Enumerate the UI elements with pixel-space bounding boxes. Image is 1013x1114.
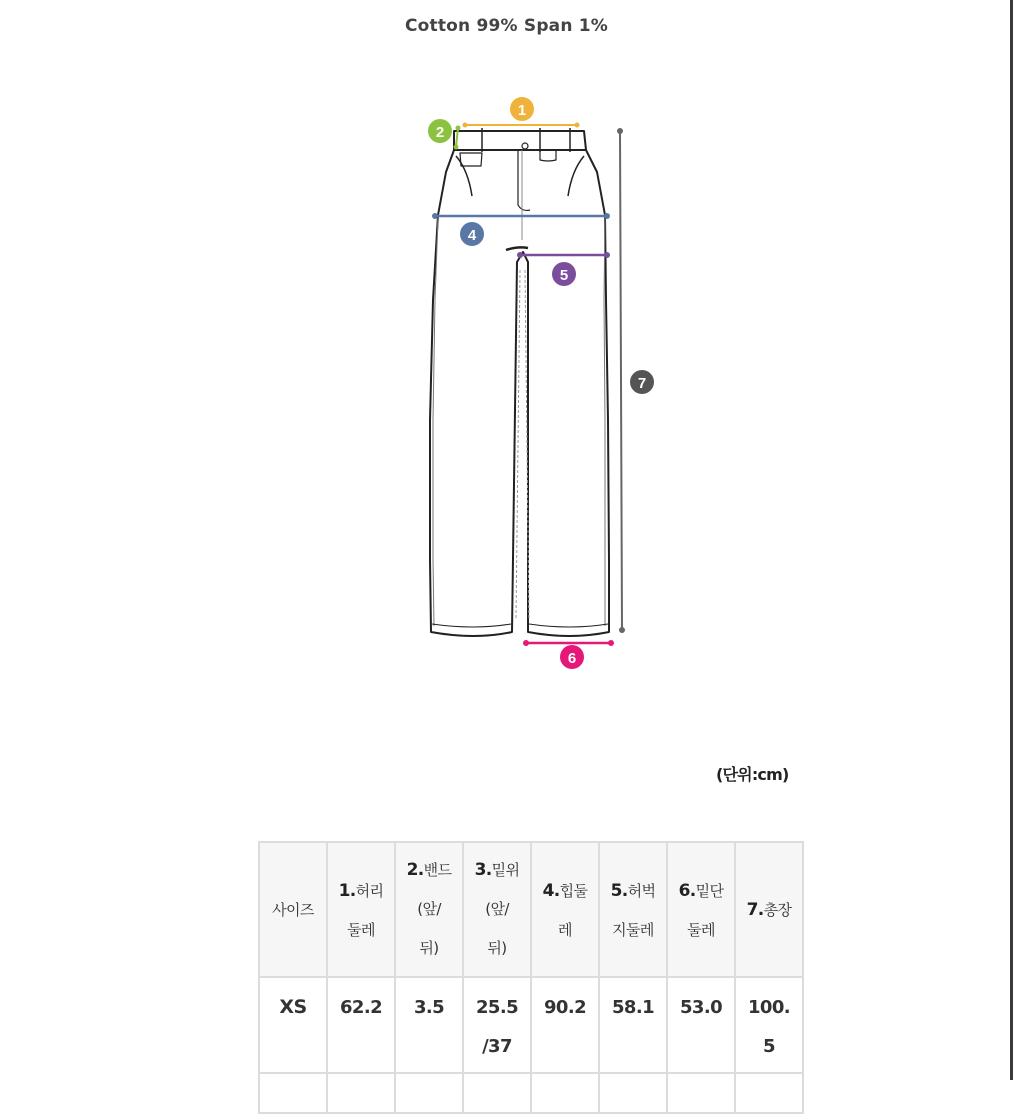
- header-number: 5.: [610, 880, 628, 901]
- header-number: 6.: [678, 880, 696, 901]
- svg-text:6: 6: [567, 650, 577, 667]
- size-table: [258, 841, 804, 1114]
- header-label: (앞/: [417, 900, 441, 918]
- cell-thigh: 58.1: [599, 977, 667, 1073]
- cell-empty: [463, 1073, 531, 1113]
- header-size: [259, 842, 327, 977]
- table-header-row: [259, 842, 803, 977]
- header-label: 밑위: [491, 861, 520, 879]
- header-label: (앞/: [485, 900, 509, 918]
- pants-outline: [430, 128, 609, 636]
- header-label: 둘레: [687, 920, 715, 939]
- header-label: 뒤): [419, 939, 439, 957]
- svg-text:1: 1: [517, 102, 527, 119]
- header-hip: [531, 842, 599, 977]
- header-number: 2.: [406, 860, 424, 880]
- svg-text:4: 4: [467, 227, 477, 244]
- svg-text:5: 5: [559, 267, 569, 284]
- cell-size: XS: [259, 977, 327, 1073]
- table-row: [259, 1073, 803, 1113]
- header-label: 허리: [355, 881, 384, 900]
- cell-length: [735, 977, 803, 1073]
- cell-band: 3.5: [395, 977, 463, 1073]
- header-label: 밑단: [695, 881, 724, 900]
- header-label: 밴드: [423, 861, 452, 879]
- header-band: [395, 842, 463, 977]
- header-label: 레: [558, 920, 572, 939]
- cell-length-line2: 5: [763, 1036, 775, 1057]
- header-label: 둘레: [347, 920, 375, 939]
- header-label: 힙둘: [559, 881, 588, 900]
- header-number: 3.: [474, 860, 492, 880]
- marker-5: [552, 262, 576, 286]
- header-length: [735, 842, 803, 977]
- cell-rise-line2: /37: [482, 1036, 512, 1057]
- cell-empty: [735, 1073, 803, 1113]
- svg-text:7: 7: [637, 375, 647, 392]
- header-thigh: [599, 842, 667, 977]
- cell-empty: [531, 1073, 599, 1113]
- cell-waist: 62.2: [327, 977, 395, 1073]
- marker-6: [560, 645, 584, 669]
- header-label: 지둘레: [612, 920, 654, 939]
- marker-7: [630, 370, 654, 394]
- cell-empty: [259, 1073, 327, 1113]
- svg-text:2: 2: [435, 124, 445, 141]
- marker-2: [428, 119, 452, 143]
- cell-empty: [667, 1073, 735, 1113]
- header-number: 4.: [542, 880, 560, 901]
- header-number: 1.: [338, 880, 356, 901]
- cell-hip: 90.2: [531, 977, 599, 1073]
- header-hem: [667, 842, 735, 977]
- header-number: 7.: [746, 900, 764, 920]
- cell-rise: [463, 977, 531, 1073]
- header-label: 사이즈: [272, 901, 314, 919]
- marker-4: [460, 222, 484, 246]
- cell-rise-line1: 25.5: [475, 997, 518, 1018]
- header-waist: [327, 842, 395, 977]
- header-rise: [463, 842, 531, 977]
- cell-length-line1: 100.: [747, 997, 790, 1018]
- marker-1: [510, 97, 534, 121]
- header-label: 뒤): [487, 939, 507, 957]
- cell-empty: [395, 1073, 463, 1113]
- fabric-composition: Cotton 99% Span 1%: [404, 16, 609, 36]
- header-label: 총장: [763, 901, 792, 919]
- table-row: [259, 977, 803, 1073]
- cell-empty: [327, 1073, 395, 1113]
- cell-empty: [599, 1073, 667, 1113]
- unit-note: (단위:cm): [716, 765, 789, 784]
- cell-hem: 53.0: [667, 977, 735, 1073]
- header-label: 허벅: [627, 881, 656, 900]
